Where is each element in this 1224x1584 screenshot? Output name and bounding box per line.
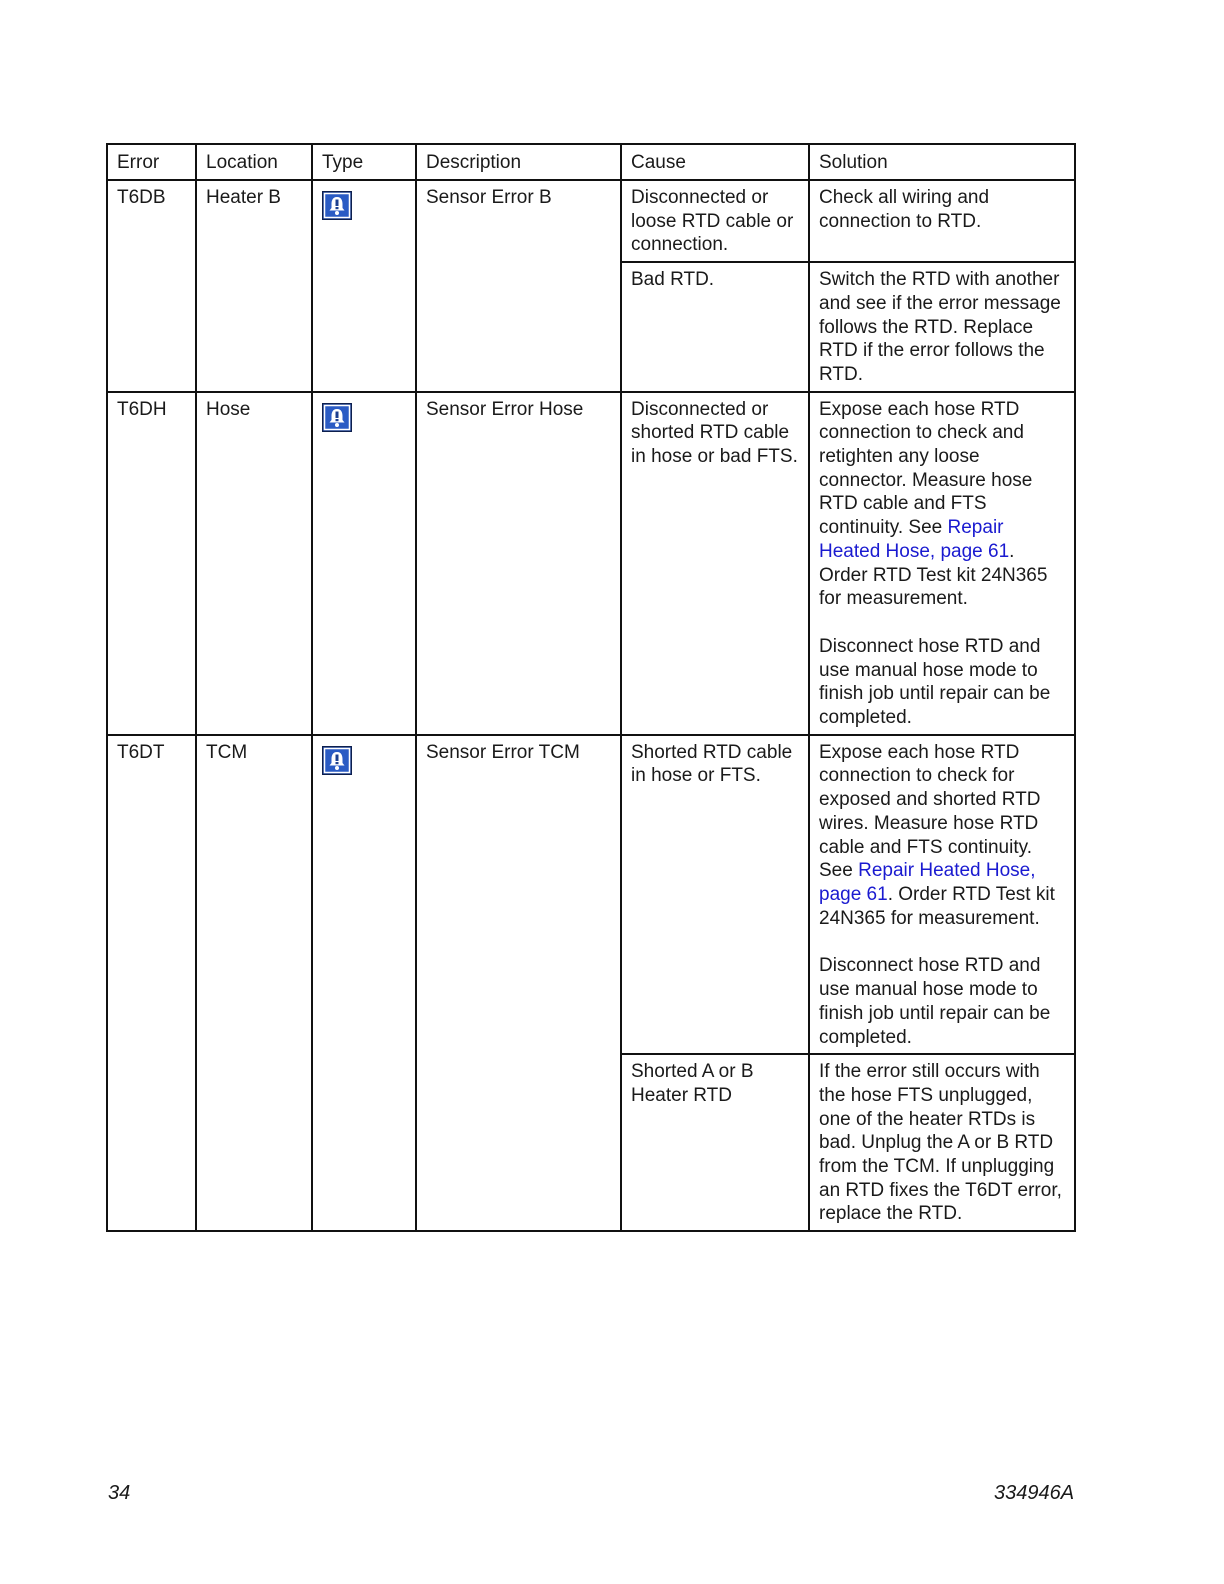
solution-cell: If the error still occurs with the hose FTS unplugged, one of the heater RTDs is bad. Unplug the A or B RTD from the TCM. If unplugging an RTD fixes the T6DT error, replace the RTD. [809,1054,1075,1231]
solution-paragraph: Disconnect hose RTD and use manual hose mode to finish job until repair can be completed. [819,635,1051,729]
solution-paragraph [819,741,1066,931]
solution-text: Expose each hose RTD connection to check for exposed and shorted RTD wires. Measure hose RTD cable and FTS continuity. See [819,741,1041,882]
header-location: Location [196,144,312,180]
error-code: T6DT [107,735,196,1231]
document-number: 334946A [994,1482,1075,1504]
error-type [312,735,416,1231]
solution-cell [809,392,1075,735]
repair-heated-hose-link[interactable]: Repair Heated Hose [858,860,1031,882]
header-error: Error [107,144,196,180]
page-number: 34 [108,1482,131,1504]
cause-cell: Disconnected or loose RTD cable or connection. [621,180,809,262]
solution-text: . Order RTD Test kit 24N365 for measurement. [819,540,1048,610]
error-location: Hose [196,392,312,735]
page-61-link[interactable]: page 61 [940,540,1010,562]
cause-cell: Shorted A or B Heater RTD [621,1054,809,1231]
header-solution: Solution [809,144,1075,180]
cause-cell: Disconnected or shorted RTD cable in hose or bad FTS. [621,392,809,735]
error-location: Heater B [196,180,312,392]
table-row [107,735,1075,1054]
solution-cell [809,735,1075,1054]
table-header-row [107,144,1075,180]
table-row [107,392,1075,735]
error-table [106,143,1076,1232]
error-description: Sensor Error B [416,180,621,392]
solution-paragraph: Disconnect hose RTD and use manual hose mode to finish job until repair can be completed. [819,955,1051,1048]
repair-heated-hose-link[interactable]: Repair Heated Hose [819,517,1004,562]
cause-cell: Shorted RTD cable in hose or FTS. [621,735,809,1054]
alarm-bell-icon [322,746,352,775]
error-location: TCM [196,735,312,1231]
error-type [312,180,416,392]
header-type: Type [312,144,416,180]
table-row [107,180,1075,262]
error-type [312,392,416,735]
error-code: T6DH [107,392,196,735]
page-61-link[interactable]: page 61 [819,883,888,905]
header-description: Description [416,144,621,180]
error-description: Sensor Error Hose [416,392,621,735]
error-description: Sensor Error TCM [416,735,621,1231]
header-cause: Cause [621,144,809,180]
link-comma: , [1030,860,1036,882]
alarm-bell-icon [322,403,352,432]
error-code: T6DB [107,180,196,392]
solution-cell: Switch the RTD with another and see if the error message follows the RTD. Replace RTD if the error follows the RTD. [809,262,1075,392]
link-comma: , [929,540,941,562]
solution-cell: Check all wiring and connection to RTD. [809,180,1075,262]
solution-text: Expose each hose RTD connection to check and retighten any loose connector. Measure hose RTD cable and FTS continuity. See [819,398,1033,539]
solution-text: . Order RTD Test kit 24N365 for measurement. [819,883,1055,929]
cause-cell: Bad RTD. [621,262,809,392]
solution-paragraph [819,398,1066,611]
alarm-bell-icon [322,191,352,220]
